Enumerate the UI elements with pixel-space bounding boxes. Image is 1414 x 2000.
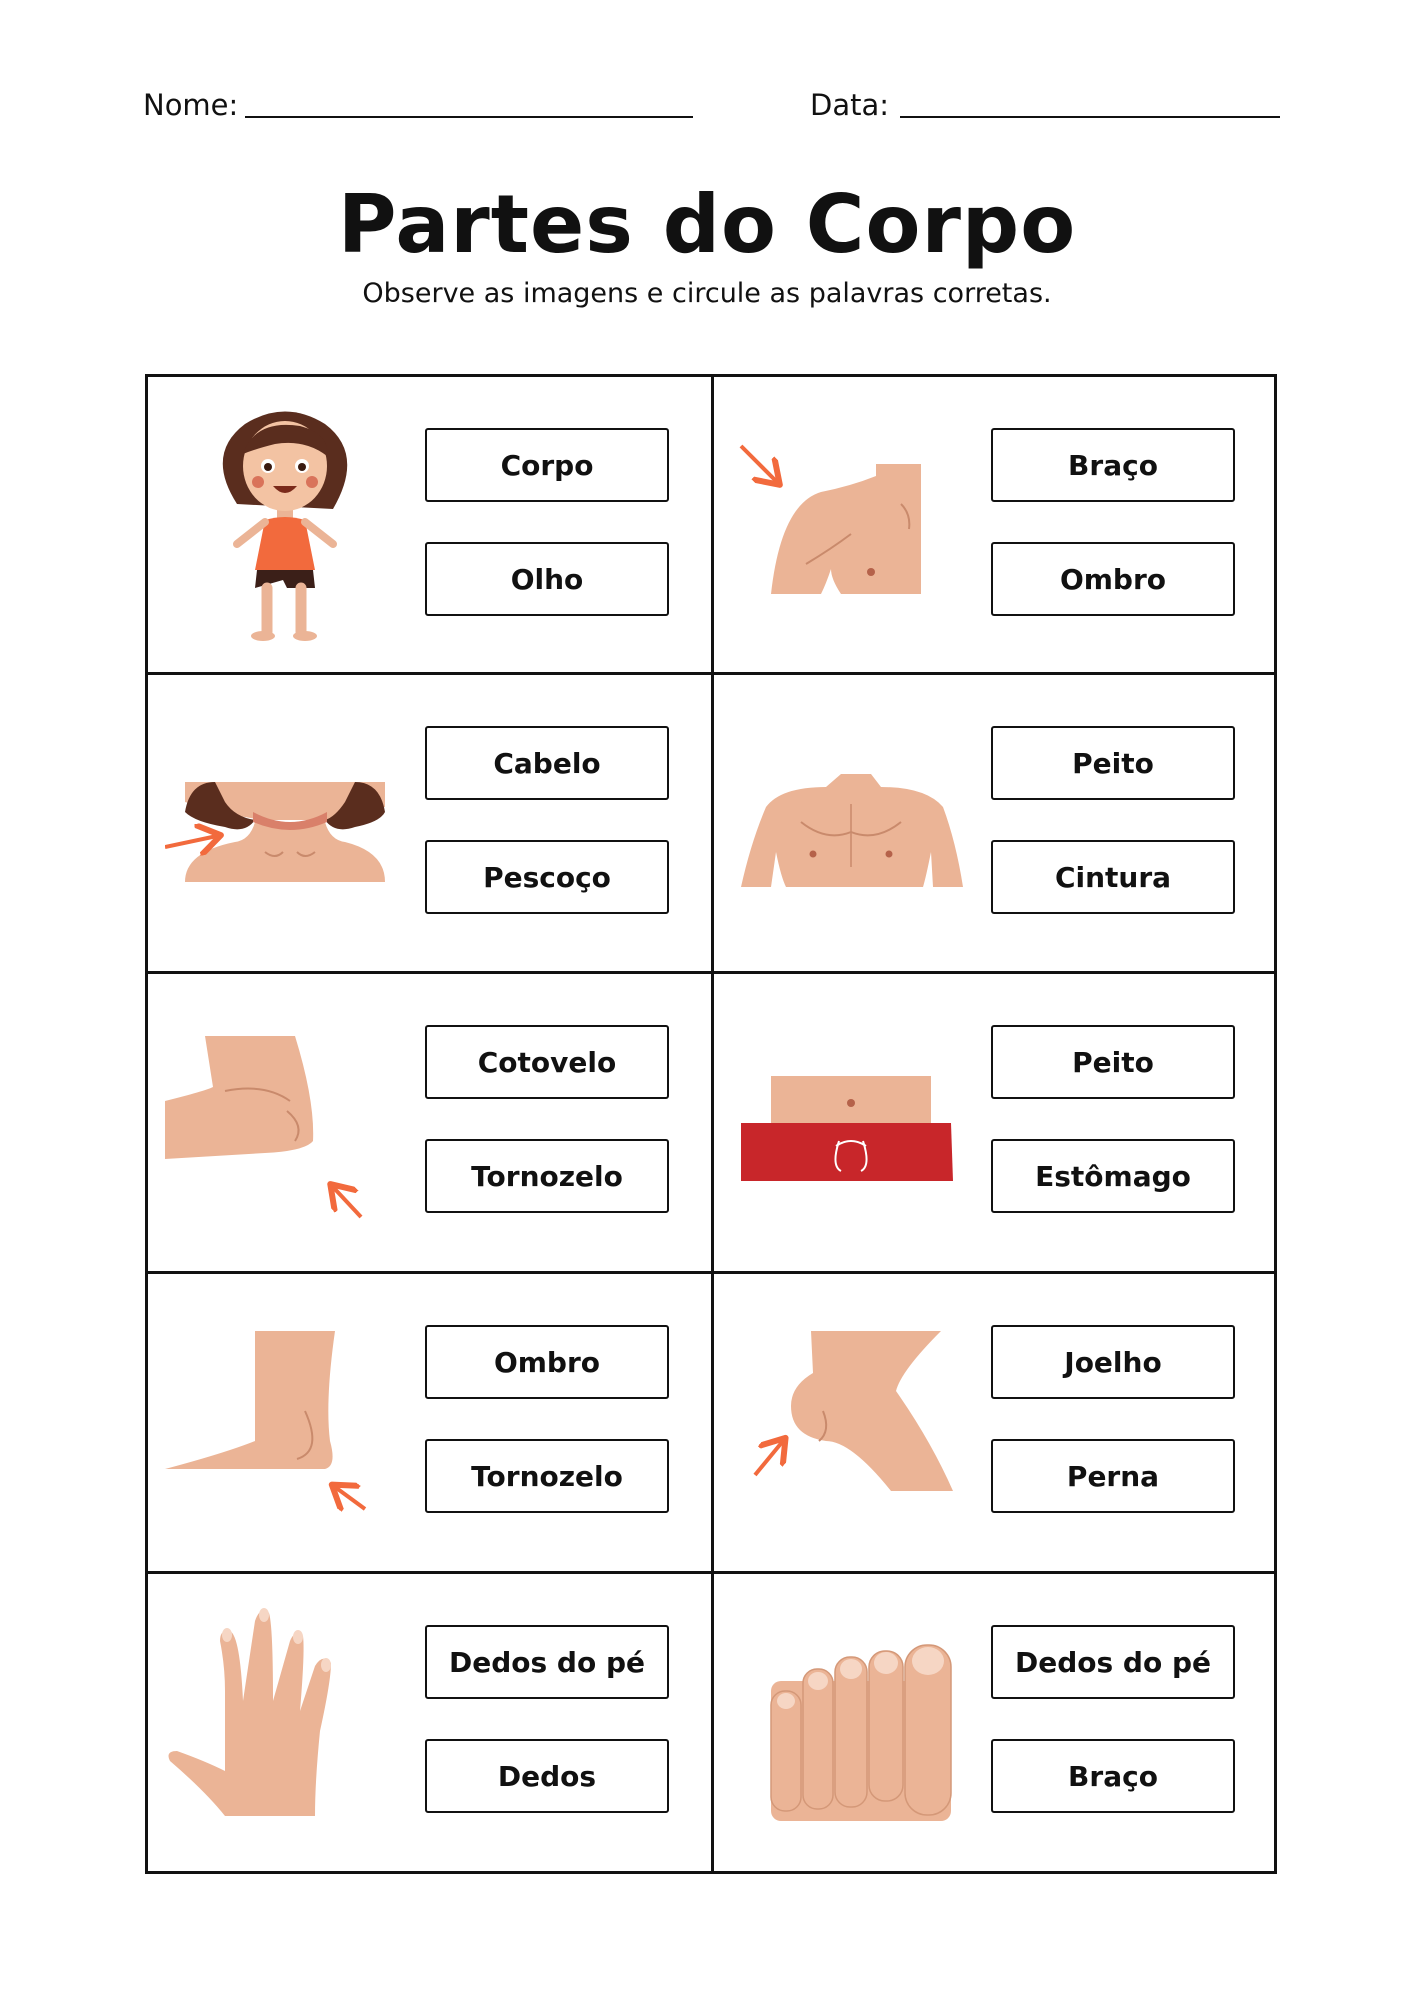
page-subtitle: Observe as imagens e circule as palavras corretas. <box>362 278 1052 309</box>
ankle-icon <box>165 1291 405 1551</box>
exercise-card <box>711 971 1277 1271</box>
answer-option[interactable]: Peito <box>991 726 1235 800</box>
answer-option[interactable]: Estômago <box>991 1139 1235 1213</box>
name-field-line[interactable] <box>245 116 693 118</box>
answer-option[interactable]: Dedos do pé <box>991 1625 1235 1699</box>
neck-icon <box>165 692 405 952</box>
answer-option[interactable]: Ombro <box>425 1325 669 1399</box>
answer-option[interactable]: Pescoço <box>425 840 669 914</box>
belly-icon <box>731 991 971 1251</box>
exercise-card <box>145 971 711 1271</box>
exercise-card <box>711 672 1277 972</box>
answer-option[interactable]: Cotovelo <box>425 1025 669 1099</box>
shoulder-icon <box>731 394 971 654</box>
answer-option[interactable]: Peito <box>991 1025 1235 1099</box>
hand-fingers-icon <box>165 1591 405 1851</box>
elbow-icon <box>165 991 405 1251</box>
exercise-card <box>145 1271 711 1571</box>
exercise-card <box>711 1571 1277 1871</box>
answer-option[interactable]: Tornozelo <box>425 1439 669 1513</box>
exercise-card <box>145 672 711 972</box>
answer-option[interactable]: Braço <box>991 428 1235 502</box>
page-title: Partes do Corpo <box>337 178 1077 271</box>
answer-option[interactable]: Cintura <box>991 840 1235 914</box>
exercise-card <box>711 1271 1277 1571</box>
date-field-line[interactable] <box>900 116 1280 118</box>
exercise-card <box>711 374 1277 674</box>
knee-icon <box>731 1291 971 1551</box>
answer-option[interactable]: Dedos <box>425 1739 669 1813</box>
answer-option[interactable]: Cabelo <box>425 726 669 800</box>
answer-option[interactable]: Olho <box>425 542 669 616</box>
exercise-card <box>145 374 711 674</box>
answer-option[interactable]: Dedos do pé <box>425 1625 669 1699</box>
toes-icon <box>731 1591 971 1851</box>
girl-body-icon <box>165 394 405 654</box>
answer-option[interactable]: Joelho <box>991 1325 1235 1399</box>
date-label: Data: <box>810 88 890 122</box>
answer-option[interactable]: Perna <box>991 1439 1235 1513</box>
exercise-card <box>145 1571 711 1871</box>
answer-option[interactable]: Corpo <box>425 428 669 502</box>
name-label: Nome: <box>143 88 239 122</box>
answer-option[interactable]: Tornozelo <box>425 1139 669 1213</box>
answer-option[interactable]: Braço <box>991 1739 1235 1813</box>
answer-option[interactable]: Ombro <box>991 542 1235 616</box>
chest-icon <box>731 692 971 952</box>
